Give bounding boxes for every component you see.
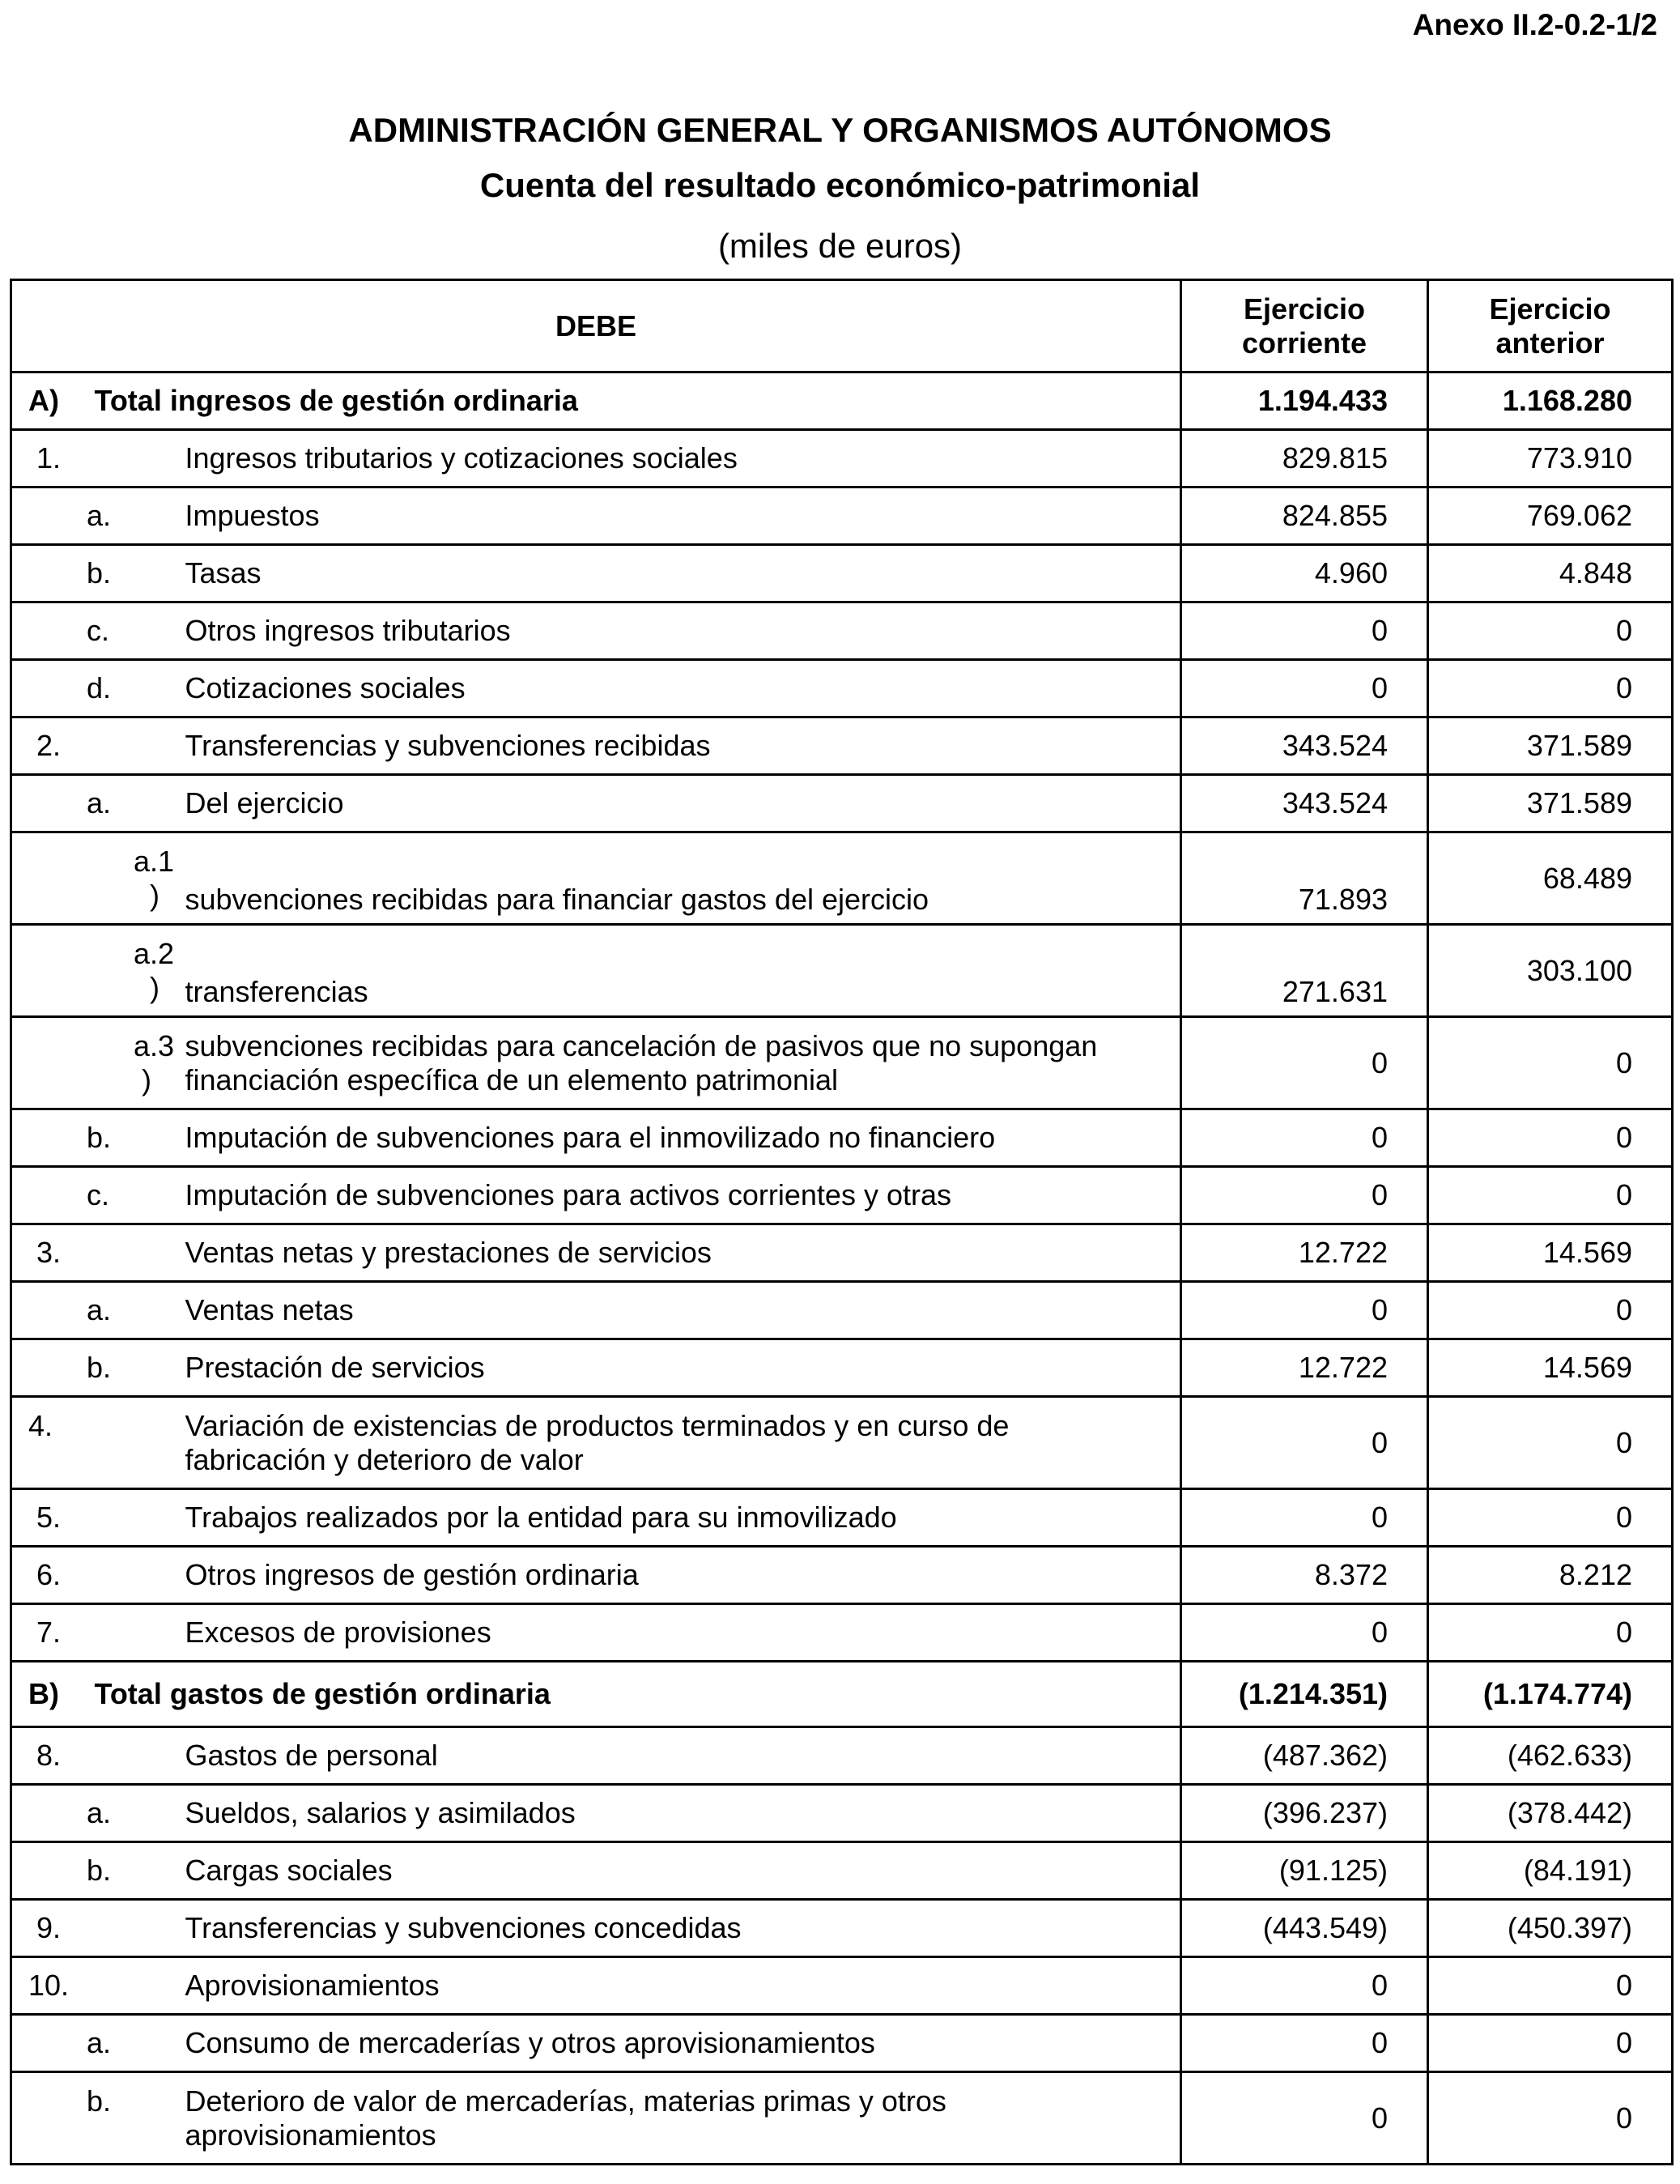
table-row — [11, 1785, 1673, 1842]
row-label: b. — [11, 2072, 185, 2165]
row-label-line2: ) — [142, 1062, 151, 1096]
row-description: Del ejercicio — [185, 775, 1181, 832]
row-label: 3. — [11, 1224, 185, 1282]
document-subtitle: Cuenta del resultado económico-patrimonial — [479, 166, 1201, 204]
row-label: 1. — [11, 430, 185, 487]
row-label: a. — [11, 487, 185, 545]
table-row — [11, 1489, 1673, 1547]
row-previous-value: (450.397) — [1428, 1900, 1673, 1957]
row-description — [185, 2072, 1181, 2165]
row-label: a. — [11, 2015, 185, 2072]
row-description: Gastos de personal — [185, 1727, 1181, 1785]
row-description: Transferencias y subvenciones recibidas — [185, 717, 1181, 775]
table-row — [11, 717, 1673, 775]
header-current-line2: corriente — [1241, 326, 1367, 360]
row-current-value: 71.893 — [1181, 832, 1428, 925]
row-previous-value: 0 — [1428, 660, 1673, 717]
row-label: 2. — [11, 717, 185, 775]
row-label: a. — [11, 775, 185, 832]
row-description: Otros ingresos de gestión ordinaria — [185, 1547, 1181, 1604]
row-label: 7. — [11, 1604, 185, 1662]
row-previous-value: 0 — [1428, 602, 1673, 660]
table-row — [11, 1957, 1673, 2015]
row-label-line1: a.1 — [134, 844, 175, 878]
row-label: b. — [11, 1339, 185, 1397]
row-previous-value: 14.569 — [1428, 1339, 1673, 1397]
document-title: ADMINISTRACIÓN GENERAL Y ORGANISMOS AUTÓNOMOS — [348, 111, 1332, 149]
table-body — [11, 373, 1673, 2165]
row-previous-value: 0 — [1428, 1017, 1673, 1109]
row-previous-value: (1.174.774) — [1428, 1662, 1673, 1727]
row-label-line2: ) — [150, 878, 159, 912]
row-current-value: 0 — [1181, 1397, 1428, 1489]
row-description: Total ingresos de gestión ordinaria — [185, 373, 1181, 430]
table-row — [11, 925, 1673, 1017]
row-label — [11, 925, 185, 1017]
header-previous-year — [1428, 280, 1673, 373]
row-label: 8. — [11, 1727, 185, 1785]
row-label: 6. — [11, 1547, 185, 1604]
row-current-value: (487.362) — [1181, 1727, 1428, 1785]
row-description: Total gastos de gestión ordinaria — [185, 1662, 1181, 1727]
row-previous-value: 0 — [1428, 1957, 1673, 2015]
row-previous-value: 0 — [1428, 2015, 1673, 2072]
table-row — [11, 1662, 1673, 1727]
row-description — [185, 1017, 1181, 1109]
row-previous-value: 68.489 — [1428, 832, 1673, 925]
table-row — [11, 1604, 1673, 1662]
table-row — [11, 775, 1673, 832]
table-row — [11, 660, 1673, 717]
account-table — [10, 279, 1674, 2165]
row-current-value: 0 — [1181, 2015, 1428, 2072]
header-previous-line2: anterior — [1495, 326, 1605, 360]
row-current-value: 0 — [1181, 2072, 1428, 2165]
row-description: Sueldos, salarios y asimilados — [185, 1785, 1181, 1842]
row-label — [11, 832, 185, 925]
row-label-line1: a.2 — [134, 936, 175, 970]
row-previous-value: (462.633) — [1428, 1727, 1673, 1785]
row-description: Prestación de servicios — [185, 1339, 1181, 1397]
row-previous-value: 769.062 — [1428, 487, 1673, 545]
table-row — [11, 1282, 1673, 1339]
row-label: 5. — [11, 1489, 185, 1547]
header-debe: DEBE — [11, 280, 1181, 373]
header-previous-line1: Ejercicio — [1489, 292, 1611, 326]
row-current-value: (443.549) — [1181, 1900, 1428, 1957]
row-label-line1: a.3 — [134, 1028, 175, 1062]
row-description-line1: Variación de existencias de productos terminados y en curso de — [185, 1408, 1010, 1442]
table-row — [11, 545, 1673, 602]
table-row — [11, 2015, 1673, 2072]
row-previous-value: 14.569 — [1428, 1224, 1673, 1282]
row-description: Ventas netas — [185, 1282, 1181, 1339]
row-description-line1: Deterioro de valor de mercaderías, materias primas y otros — [185, 2084, 946, 2118]
row-description: Otros ingresos tributarios — [185, 602, 1181, 660]
row-label: a. — [11, 1282, 185, 1339]
row-current-value: 343.524 — [1181, 717, 1428, 775]
row-current-value: (1.214.351) — [1181, 1662, 1428, 1727]
row-description: Cargas sociales — [185, 1842, 1181, 1900]
row-label: b. — [11, 1842, 185, 1900]
table-row — [11, 1547, 1673, 1604]
row-current-value: 1.194.433 — [1181, 373, 1428, 430]
row-label-line2: ) — [150, 970, 159, 1004]
row-description: Ventas netas y prestaciones de servicios — [185, 1224, 1181, 1282]
row-description-line2: aprovisionamientos — [185, 2118, 436, 2152]
row-current-value: 271.631 — [1181, 925, 1428, 1017]
row-label — [11, 1017, 185, 1109]
table-row — [11, 1842, 1673, 1900]
table-row — [11, 487, 1673, 545]
row-description: Consumo de mercaderías y otros aprovisionamientos — [185, 2015, 1181, 2072]
row-label: a. — [11, 1785, 185, 1842]
row-description: Imputación de subvenciones para activos corrientes y otras — [185, 1167, 1181, 1224]
row-previous-value: 773.910 — [1428, 430, 1673, 487]
table-row — [11, 1397, 1673, 1489]
row-previous-value: 0 — [1428, 1604, 1673, 1662]
row-current-value: 824.855 — [1181, 487, 1428, 545]
row-current-value: 0 — [1181, 660, 1428, 717]
row-current-value: 0 — [1181, 1109, 1428, 1167]
table-row — [11, 1109, 1673, 1167]
row-current-value: 0 — [1181, 1282, 1428, 1339]
row-label: 9. — [11, 1900, 185, 1957]
table-row — [11, 832, 1673, 925]
row-previous-value: 0 — [1428, 2072, 1673, 2165]
table-row — [11, 1727, 1673, 1785]
row-current-value: 4.960 — [1181, 545, 1428, 602]
table-row — [11, 1339, 1673, 1397]
row-previous-value: 0 — [1428, 1167, 1673, 1224]
row-label: b. — [11, 545, 185, 602]
row-description-line2: financiación específica de un elemento patrimonial — [185, 1062, 838, 1096]
row-label: c. — [11, 602, 185, 660]
row-description: subvenciones recibidas para financiar gastos del ejercicio — [185, 832, 1181, 925]
row-current-value: 8.372 — [1181, 1547, 1428, 1604]
row-description — [185, 1397, 1181, 1489]
header-current-line1: Ejercicio — [1243, 292, 1366, 326]
row-description: Cotizaciones sociales — [185, 660, 1181, 717]
row-current-value: 829.815 — [1181, 430, 1428, 487]
row-current-value: 12.722 — [1181, 1224, 1428, 1282]
row-previous-value: 371.589 — [1428, 717, 1673, 775]
row-description: Aprovisionamientos — [185, 1957, 1181, 2015]
unit-note: (miles de euros) — [717, 227, 963, 265]
row-previous-value: 0 — [1428, 1489, 1673, 1547]
row-label: b. — [11, 1109, 185, 1167]
row-label: d. — [11, 660, 185, 717]
row-label: 4. — [11, 1397, 185, 1489]
row-previous-value: 371.589 — [1428, 775, 1673, 832]
row-label: A) — [11, 373, 185, 430]
table-row — [11, 373, 1673, 430]
row-previous-value: 1.168.280 — [1428, 373, 1673, 430]
row-description-line2: fabricación y deterioro de valor — [185, 1442, 584, 1476]
table-row — [11, 430, 1673, 487]
row-current-value: (91.125) — [1181, 1842, 1428, 1900]
row-previous-value: 0 — [1428, 1109, 1673, 1167]
row-previous-value: (84.191) — [1428, 1842, 1673, 1900]
row-previous-value: 303.100 — [1428, 925, 1673, 1017]
row-previous-value: 0 — [1428, 1282, 1673, 1339]
row-description: Ingresos tributarios y cotizaciones sociales — [185, 430, 1181, 487]
row-description: Trabajos realizados por la entidad para su inmovilizado — [185, 1489, 1181, 1547]
row-description: Transferencias y subvenciones concedidas — [185, 1900, 1181, 1957]
row-current-value: 12.722 — [1181, 1339, 1428, 1397]
row-previous-value: 4.848 — [1428, 545, 1673, 602]
row-current-value: 0 — [1181, 1957, 1428, 2015]
row-current-value: (396.237) — [1181, 1785, 1428, 1842]
table-row — [11, 2072, 1673, 2165]
row-current-value: 0 — [1181, 602, 1428, 660]
row-current-value: 0 — [1181, 1017, 1428, 1109]
row-description: Imputación de subvenciones para el inmovilizado no financiero — [185, 1109, 1181, 1167]
row-description: Tasas — [185, 545, 1181, 602]
row-current-value: 0 — [1181, 1167, 1428, 1224]
table-row — [11, 602, 1673, 660]
row-current-value: 343.524 — [1181, 775, 1428, 832]
row-current-value: 0 — [1181, 1604, 1428, 1662]
row-label: c. — [11, 1167, 185, 1224]
annex-reference: Anexo II.2-0.2-1/2 — [1412, 8, 1657, 41]
row-description-line1: subvenciones recibidas para cancelación de pasivos que no supongan — [185, 1028, 1098, 1062]
table-row — [11, 1900, 1673, 1957]
table-row — [11, 1167, 1673, 1224]
row-previous-value: (378.442) — [1428, 1785, 1673, 1842]
row-label: 10. — [11, 1957, 185, 2015]
row-description: transferencias — [185, 925, 1181, 1017]
row-previous-value: 0 — [1428, 1397, 1673, 1489]
row-description: Impuestos — [185, 487, 1181, 545]
table-row — [11, 1224, 1673, 1282]
row-label: B) — [11, 1662, 185, 1727]
row-current-value: 0 — [1181, 1489, 1428, 1547]
header-current-year — [1181, 280, 1428, 373]
row-description: Excesos de provisiones — [185, 1604, 1181, 1662]
row-previous-value: 8.212 — [1428, 1547, 1673, 1604]
table-row — [11, 1017, 1673, 1109]
